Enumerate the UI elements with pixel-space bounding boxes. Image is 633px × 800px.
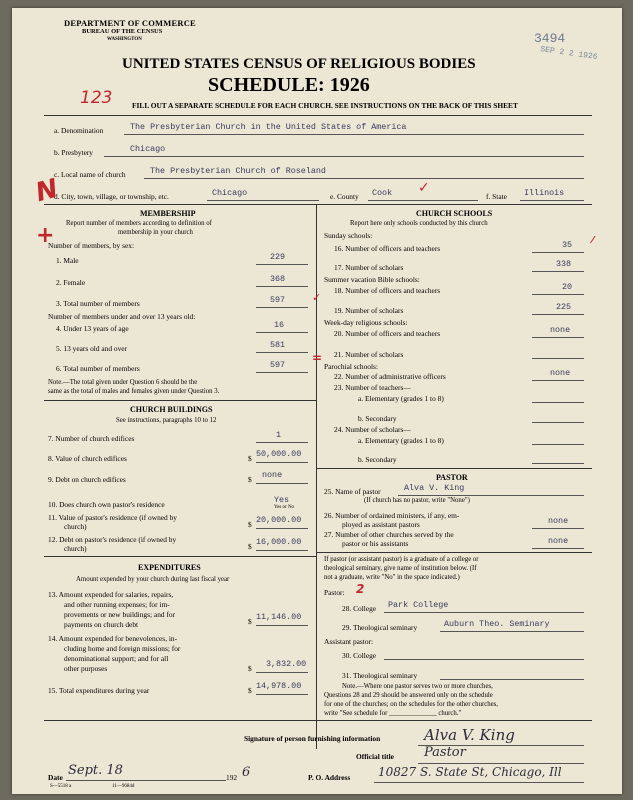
divider <box>44 400 316 401</box>
field-underline <box>532 528 584 529</box>
dollar-sign: $ <box>248 617 252 626</box>
field-underline <box>532 358 584 359</box>
membership-note: membership in your church <box>118 229 193 236</box>
pastor-footnote: Note.—Where one pastor serves two or more churches, <box>342 683 493 690</box>
year-value[interactable]: 6 <box>242 765 251 780</box>
running-expenses-label: provements or new buildings; and for <box>64 610 176 619</box>
q16-label: 16. Number of officers and teachers <box>334 244 441 253</box>
q26-label: 26. Number of ordained ministers, if any, em- <box>324 511 460 520</box>
owns-residence-label: 10. Does church own pastor's residence <box>48 500 165 509</box>
divider <box>44 556 316 557</box>
q17-label: 17. Number of scholars <box>334 263 404 272</box>
field-underline <box>532 422 584 423</box>
field-underline <box>532 271 584 272</box>
q18-label: 18. Number of officers and teachers <box>334 286 441 295</box>
field-underline <box>384 659 584 660</box>
edifice-value-label: 8. Value of church edifices <box>48 454 127 463</box>
benevolences-value[interactable]: 3,832.00 <box>266 659 307 669</box>
q23-label: 23. Number of teachers— <box>334 383 411 392</box>
residence-value[interactable]: 20,000.00 <box>256 515 302 525</box>
field-underline <box>256 264 308 265</box>
graduate-note: If pastor (or assistant pastor) is a graduate of a college or <box>324 556 479 563</box>
field-underline <box>256 442 308 443</box>
denomination-label: a. Denomination <box>54 126 104 135</box>
graduate-note: not a graduate, write "No" in the space indicated.) <box>324 574 460 581</box>
divider <box>316 552 592 553</box>
members-by-sex-label: Number of members, by sex: <box>48 241 134 250</box>
q31-label: 31. Theological seminary <box>342 671 418 680</box>
field-underline <box>532 337 584 338</box>
total-expenditures-value[interactable]: 14,978.00 <box>256 681 302 691</box>
field-underline <box>144 178 584 179</box>
schedule-title: SCHEDULE: 1926 <box>208 74 370 96</box>
benevolences-label: 14. Amount expended for benevolences, in- <box>48 634 178 643</box>
date-label: Date <box>48 773 63 782</box>
age-group-label: Number of members under and over 13 years old: <box>48 312 196 321</box>
column-divider <box>316 204 317 749</box>
q28-value[interactable]: Park College <box>388 600 449 610</box>
q22-value[interactable]: none <box>550 368 571 378</box>
field-underline <box>66 780 226 781</box>
q24b-label: b. Secondary <box>358 455 397 464</box>
q24-label: 24. Number of scholars— <box>334 425 411 434</box>
official-title-label: Official title <box>356 752 394 761</box>
running-expenses-value[interactable]: 11,146.00 <box>256 612 302 622</box>
total-expenditures-label: 15. Total expenditures during year <box>48 686 150 695</box>
q17-value[interactable]: 338 <box>556 259 572 269</box>
field-underline <box>256 672 308 673</box>
q18-value[interactable]: 20 <box>562 282 573 292</box>
benevolences-label: other purposes <box>64 664 108 673</box>
over-13-label: 5. 13 years old and over <box>56 344 128 353</box>
signature-label: Signature of person furnishing information <box>244 734 381 743</box>
q29-label: 29. Theological seminary <box>342 623 418 632</box>
q29-value[interactable]: Auburn Theo. Seminary <box>444 619 550 629</box>
field-underline <box>256 462 308 463</box>
field-underline <box>532 444 584 445</box>
running-expenses-label: 13. Amount expended for salaries, repairs, <box>48 590 174 599</box>
field-underline <box>532 314 584 315</box>
pastor-footnote: for one of the churches; on the schedules for the other churches, <box>324 701 499 708</box>
q22-label: 22. Number of administrative officers <box>334 372 446 381</box>
margin-plus-mark: + <box>36 223 55 248</box>
q21-label: 21. Number of scholars <box>334 350 404 359</box>
presbytery-field[interactable]: Chicago <box>130 144 166 154</box>
field-underline <box>256 286 308 287</box>
under-13-label: 4. Under 13 years of age <box>56 324 129 333</box>
field-underline <box>256 352 308 353</box>
print-code: 11—9684d <box>112 784 135 789</box>
field-underline <box>256 550 308 551</box>
owns-residence-value[interactable]: Yes <box>274 495 290 505</box>
females-value[interactable]: 368 <box>270 274 286 284</box>
residence-value-label: 11. Value of pastor's residence (if owned by <box>48 513 177 522</box>
state-label: f. State <box>486 192 507 201</box>
schools-heading: CHURCH SCHOOLS <box>416 209 493 218</box>
dollar-sign: $ <box>248 475 252 484</box>
field-underline <box>520 200 584 201</box>
expenditures-heading: EXPENDITURES <box>138 563 201 572</box>
city-label: d. City, town, village, or township, etc. <box>54 192 169 201</box>
edifice-value[interactable]: 50,000.00 <box>256 449 302 459</box>
females-label: 2. Female <box>56 278 86 287</box>
membership-heading: MEMBERSHIP <box>140 209 196 218</box>
field-underline <box>256 483 308 484</box>
debt-value[interactable]: none <box>262 470 283 480</box>
residence-debt-value[interactable]: 16,000.00 <box>256 537 302 547</box>
divider <box>44 115 592 116</box>
residence-debt-label: church) <box>64 544 87 553</box>
field-underline <box>256 694 308 695</box>
bureau-heading: BUREAU OF THE CENSUS <box>82 28 163 35</box>
under-13-value[interactable]: 16 <box>274 320 285 330</box>
benevolences-label: cluding home and foreign missions; for <box>64 644 181 653</box>
q23b-label: b. Secondary <box>358 414 397 423</box>
form-code: S—5518 a <box>50 784 72 789</box>
field-underline <box>256 372 308 373</box>
q20-label: 20. Number of officers and teachers <box>334 329 441 338</box>
males-value[interactable]: 229 <box>270 252 286 262</box>
po-address-label: P. O. Address <box>308 773 351 782</box>
department-heading: DEPARTMENT OF COMMERCE <box>64 18 196 28</box>
received-stamp-number: 3494 <box>534 31 566 46</box>
summer-schools-label: Summer vacation Bible schools: <box>324 275 420 284</box>
assistant-pastor-label: Assistant pastor: <box>324 637 374 646</box>
field-underline <box>256 528 308 529</box>
edifices-value[interactable]: 1 <box>276 430 282 440</box>
dollar-sign: $ <box>248 542 252 551</box>
q30-label: 30. College <box>342 651 377 660</box>
males-label: 1. Male <box>56 256 79 265</box>
dollar-sign: $ <box>248 686 252 695</box>
field-underline <box>384 612 584 613</box>
field-underline <box>368 200 478 201</box>
form-title: UNITED STATES CENSUS OF RELIGIOUS BODIES <box>122 56 476 72</box>
q23a-label: a. Elementary (grades 1 to 8) <box>358 394 444 403</box>
field-underline <box>532 548 584 549</box>
presbytery-label: b. Presbytery <box>54 148 93 157</box>
residence-debt-label: 12. Debt on pastor's residence (if owned by <box>48 535 177 544</box>
yes-no-hint: Yes or No <box>274 505 295 510</box>
membership-footnote: Note.—The total given under Question 6 should be the <box>48 379 198 386</box>
field-underline <box>532 463 584 464</box>
divider <box>316 468 592 469</box>
q20-value[interactable]: none <box>550 325 571 335</box>
field-underline <box>104 156 584 157</box>
local-name-field[interactable]: The Presbyterian Church of Roseland <box>150 166 326 176</box>
pastor-heading: PASTOR <box>436 473 468 482</box>
field-underline <box>532 294 584 295</box>
year-prefix: 192 <box>226 773 238 782</box>
debt-label: 9. Debt on church edifices <box>48 475 126 484</box>
edifices-label: 7. Number of church edifices <box>48 434 135 443</box>
q27-label: pastor or his assistants <box>342 539 409 548</box>
city-field[interactable]: Chicago <box>212 188 248 198</box>
field-underline <box>207 200 319 201</box>
date-value[interactable]: Sept. 18 <box>68 763 123 778</box>
field-underline <box>440 679 584 680</box>
weekday-schools-label: Week-day religious schools: <box>324 318 408 327</box>
total-members-2-label: 6. Total number of members <box>56 364 140 373</box>
parochial-schools-label: Parochial schools: <box>324 362 378 371</box>
check-mark: = <box>312 351 323 365</box>
membership-footnote: same as the total of males and females given under Question 3. <box>48 388 220 395</box>
county-field[interactable]: Cook <box>372 188 393 198</box>
instructions-line: FILL OUT A SEPARATE SCHEDULE FOR EACH CHURCH. SEE INSTRUCTIONS ON THE BACK OF THIS SHEET <box>132 101 518 110</box>
field-underline <box>374 782 584 783</box>
signature: Alva V. King <box>424 726 515 744</box>
buildings-heading: CHURCH BUILDINGS <box>130 405 213 414</box>
q27-label: 27. Number of other churches served by the <box>324 530 454 539</box>
buildings-instruction: See instructions, paragraphs 10 to 12 <box>116 417 217 424</box>
check-mark: ⁄ <box>592 235 594 246</box>
census-form <box>12 8 622 794</box>
margin-mark: N <box>32 173 62 209</box>
q19-value[interactable]: 225 <box>556 302 572 312</box>
handwritten-mark: 2 <box>356 582 365 596</box>
field-underline <box>256 307 308 308</box>
total-members-2-value[interactable]: 597 <box>270 360 286 370</box>
divider <box>44 204 592 205</box>
field-underline <box>440 631 584 632</box>
q26-value[interactable]: none <box>548 516 569 526</box>
q27-value[interactable]: none <box>548 536 569 546</box>
field-underline <box>256 332 308 333</box>
location-heading: WASHINGTON <box>107 37 142 42</box>
check-mark: ✓ <box>418 180 430 196</box>
expenditures-instruction: Amount expended by your church during last fiscal year <box>76 576 230 583</box>
q28-label: 28. College <box>342 604 377 613</box>
dollar-sign: $ <box>248 664 252 673</box>
field-underline <box>532 380 584 381</box>
pastor-name-label: 25. Name of pastor <box>324 487 381 496</box>
handwritten-record-number: 123 <box>80 88 113 108</box>
dollar-sign: $ <box>248 454 252 463</box>
field-underline <box>418 763 584 764</box>
q24a-label: a. Elementary (grades 1 to 8) <box>358 436 444 445</box>
received-stamp-date: SEP 2 2 1926 <box>539 45 598 62</box>
state-field[interactable]: Illinois <box>524 188 565 198</box>
county-label: e. County <box>330 192 359 201</box>
check-mark: ✓ <box>312 291 322 304</box>
field-underline <box>532 252 584 253</box>
pastor-footnote: write "See schedule for ______________ church." <box>324 710 462 717</box>
graduate-note: theological seminary, give name of institution below. (If <box>324 565 477 572</box>
running-expenses-label: payments on church debt <box>64 620 139 629</box>
q19-label: 19. Number of scholars <box>334 306 404 315</box>
total-members-value[interactable]: 597 <box>270 295 286 305</box>
local-name-label: c. Local name of church <box>54 170 126 179</box>
po-address-value[interactable]: 10827 S. State St, Chicago, Ill <box>378 765 562 779</box>
benevolences-label: denominational support; and for all <box>64 654 169 663</box>
dollar-sign: $ <box>248 520 252 529</box>
total-members-label: 3. Total number of members <box>56 299 140 308</box>
divider <box>44 720 592 721</box>
sunday-schools-label: Sunday schools: <box>324 231 373 240</box>
residence-value-label: church) <box>64 522 87 531</box>
schools-instruction: Report here only schools conducted by this church <box>350 220 488 227</box>
denomination-field[interactable]: The Presbyterian Church in the United States of America <box>130 122 407 132</box>
membership-note: Report number of members according to definition of <box>66 220 212 227</box>
q26-label: ployed as assistant pastors <box>342 520 420 529</box>
field-underline <box>398 495 584 496</box>
field-underline <box>124 134 584 135</box>
field-underline <box>532 402 584 403</box>
pastor-footnote: Questions 28 and 29 should be answered only on the schedule <box>324 692 493 699</box>
field-underline <box>256 625 308 626</box>
q16-value[interactable]: 35 <box>562 240 573 250</box>
pastor-subheading: Pastor: <box>324 588 345 597</box>
over-13-value[interactable]: 581 <box>270 340 286 350</box>
official-title-value[interactable]: Pastor <box>424 745 466 760</box>
pastor-name-hint: (If church has no pastor, write "None") <box>364 497 470 504</box>
running-expenses-label: and other running expenses; for im- <box>64 600 170 609</box>
pastor-name-value[interactable]: Alva V. King <box>404 483 465 493</box>
